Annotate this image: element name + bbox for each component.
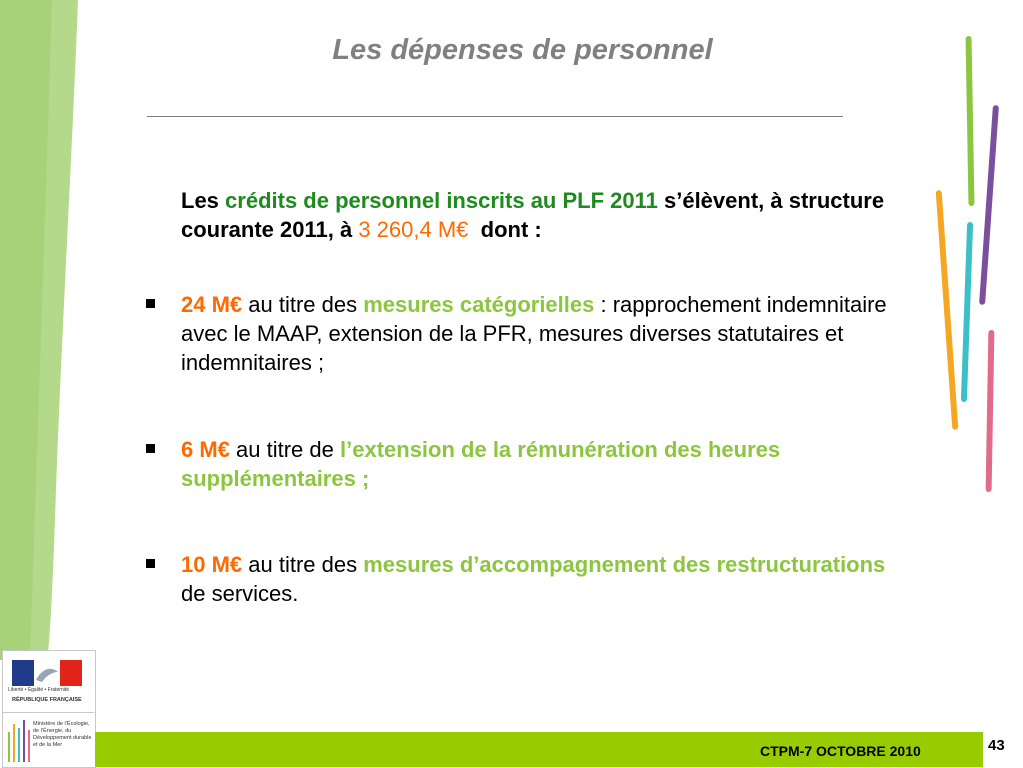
motto-text: Liberté • Égalité • Fraternité (8, 687, 70, 693)
ministry-mark-icon (6, 718, 32, 764)
bullet-highlight: mesures d’accompagnement des restructurations (363, 552, 886, 577)
slide-content (146, 186, 906, 608)
marianne-logo (12, 660, 82, 686)
bullet-pre: au titre des (242, 552, 364, 577)
bullet-pre: au titre des (242, 292, 364, 317)
bullet-marker (146, 559, 155, 568)
bullet-marker (146, 299, 155, 308)
intro-paragraph (181, 186, 906, 244)
intro-lead: Les (181, 188, 226, 213)
bullet-marker (146, 444, 155, 453)
bullet-post: : rapprochement indemnitaire avec le MAAP, extension de la PFR, mesures diverses statutaires et indemnitaires ; (181, 292, 887, 375)
republic-text: RÉPUBLIQUE FRANÇAISE (12, 697, 82, 703)
ministry-name: Ministère de l’Écologie, de l’Énergie, du Développement durable et de la Mer (33, 721, 92, 748)
bullet-highlight: mesures catégorielles (363, 292, 595, 317)
bullet-highlight: l’extension de la rémunération des heures supplémentaires ; (181, 437, 781, 491)
title-divider (147, 116, 843, 117)
logo-divider (2, 712, 94, 713)
bullet-post: de services. (181, 581, 299, 606)
page-number: 43 (988, 737, 1005, 754)
bullet-item (146, 550, 906, 608)
intro-mid: s’élèvent, à structure courante 2011, à (181, 188, 885, 242)
intro-tail: dont : (468, 217, 542, 242)
intro-amount: 3 260,4 M€ (358, 217, 469, 242)
footer-event: CTPM-7 OCTOBRE 2010 (760, 743, 921, 759)
bullet-amount: 10 M€ (181, 552, 243, 577)
bullet-item (146, 435, 906, 493)
bullet-amount: 24 M€ (181, 292, 243, 317)
bullet-item (146, 290, 906, 377)
bullet-amount: 6 M€ (181, 437, 230, 462)
intro-highlight: crédits de personnel inscrits au PLF 2011 (225, 188, 658, 213)
slide-title: Les dépenses de personnel (332, 34, 713, 66)
bullet-pre: au titre de (229, 437, 340, 462)
